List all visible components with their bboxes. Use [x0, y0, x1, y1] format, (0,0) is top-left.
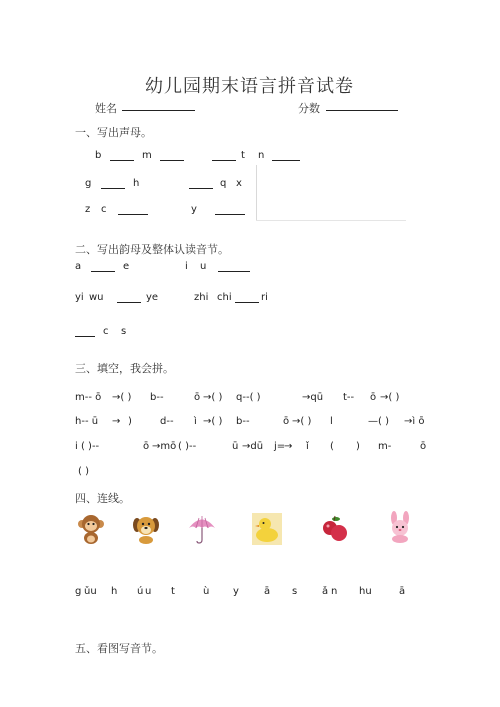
pinyin-label: y	[233, 586, 239, 597]
spell-item: m-	[378, 441, 392, 452]
pinyin-label: ú	[137, 586, 144, 597]
initial-b: b	[95, 150, 102, 161]
section4-heading: 四、连线。	[75, 492, 130, 505]
pinyin-label: n	[331, 586, 338, 597]
spell-item: (	[330, 441, 334, 452]
page-title: 幼儿园期末语言拼音试卷	[145, 76, 354, 97]
umbrella-icon[interactable]	[187, 513, 217, 545]
answer-blank[interactable]	[215, 214, 245, 215]
dog-icon[interactable]	[131, 513, 161, 545]
initial-z: z	[85, 204, 91, 215]
spell-item: →	[284, 441, 293, 452]
spell-item: →( )	[112, 392, 132, 403]
spell-item: i ( )--	[75, 441, 100, 452]
answer-blank[interactable]	[117, 302, 141, 303]
initial-c2: c	[103, 326, 109, 337]
spell-item: ( )--	[178, 441, 197, 452]
final-e: e	[123, 261, 130, 272]
initial-c: c	[101, 204, 107, 215]
answer-blank[interactable]	[189, 188, 213, 189]
page-divider	[256, 220, 406, 221]
spell-item: ( )	[78, 466, 89, 477]
answer-blank[interactable]	[75, 336, 95, 337]
spell-item: q--( )	[236, 392, 261, 403]
pinyin-label: g	[75, 586, 82, 597]
initial-q: q	[220, 178, 227, 189]
pinyin-label: ù	[203, 586, 210, 597]
duck-icon[interactable]	[252, 513, 282, 545]
syllable-wu: wu	[89, 292, 104, 303]
answer-blank[interactable]	[272, 160, 300, 161]
name-blank[interactable]	[122, 110, 195, 111]
score-blank[interactable]	[326, 110, 398, 111]
spell-item: —( )	[368, 416, 389, 427]
initial-y: y	[191, 204, 197, 215]
pinyin-label: s	[292, 586, 298, 597]
syllable-ye: ye	[146, 292, 159, 303]
apple-icon[interactable]	[320, 513, 350, 545]
spell-item: m-- ō	[75, 392, 102, 403]
monkey-icon[interactable]	[76, 513, 106, 545]
final-a: a	[75, 261, 82, 272]
final-i: i	[185, 261, 188, 272]
pinyin-label: hu	[359, 586, 372, 597]
score-label: 分数	[298, 102, 320, 115]
spell-item: ǐ	[306, 441, 309, 452]
initial-n: n	[258, 150, 265, 161]
pinyin-label: ǔu	[84, 586, 97, 597]
answer-blank[interactable]	[160, 160, 184, 161]
spell-item: ū	[232, 441, 239, 452]
initial-x: x	[236, 178, 242, 189]
section3-heading: 三、填空，我会拼。	[75, 362, 174, 375]
pinyin-label: t	[171, 586, 175, 597]
spell-item: →( )	[292, 416, 312, 427]
spell-item: )	[356, 441, 360, 452]
syllable-ri: ri	[261, 292, 268, 303]
spell-item: d--	[160, 416, 174, 427]
spell-item: b--	[150, 392, 164, 403]
initial-t: t	[241, 150, 245, 161]
spell-item: →mō	[152, 441, 177, 452]
syllable-zhi: zhi	[194, 292, 209, 303]
spell-item: →	[112, 416, 121, 427]
spell-item: ō	[283, 416, 290, 427]
initial-g: g	[85, 178, 92, 189]
spell-item: t--	[343, 392, 355, 403]
answer-blank[interactable]	[110, 160, 134, 161]
spell-item: ì	[194, 416, 197, 427]
spell-item: h-- ū	[75, 416, 99, 427]
spell-item: ō	[143, 441, 150, 452]
section5-heading: 五、看图写音节。	[75, 642, 163, 655]
spell-item: j=	[274, 441, 286, 452]
initial-m: m	[142, 150, 152, 161]
spell-item: →( )	[203, 392, 223, 403]
spell-item: l	[330, 416, 333, 427]
answer-blank[interactable]	[218, 271, 250, 272]
spell-item: →( )	[203, 416, 223, 427]
spell-item: →ì ō	[404, 416, 425, 427]
answer-blank[interactable]	[212, 160, 236, 161]
spell-item: →qū	[302, 392, 324, 403]
name-label: 姓名	[95, 102, 117, 115]
pinyin-label: ā	[399, 586, 406, 597]
syllable-yi: yi	[75, 292, 84, 303]
pinyin-label: h	[111, 586, 118, 597]
answer-blank[interactable]	[101, 188, 125, 189]
section2-heading: 二、写出韵母及整体认读音节。	[75, 243, 229, 256]
answer-blank[interactable]	[118, 214, 148, 215]
spell-item: ō	[370, 392, 377, 403]
page-divider	[256, 165, 257, 220]
spell-item: ō	[420, 441, 427, 452]
pinyin-label: u	[145, 586, 152, 597]
spell-item: b--	[236, 416, 250, 427]
spell-item: →dū	[242, 441, 264, 452]
pinyin-label: ǎ	[322, 586, 329, 597]
final-u: u	[200, 261, 207, 272]
spell-item: )	[128, 416, 132, 427]
section1-heading: 一、写出声母。	[75, 126, 152, 139]
answer-blank[interactable]	[235, 302, 259, 303]
initial-h: h	[133, 178, 140, 189]
initial-s: s	[121, 326, 127, 337]
syllable-chi: chi	[217, 292, 232, 303]
spell-item: ō	[194, 392, 201, 403]
pinyin-label: ā	[264, 586, 271, 597]
rabbit-icon[interactable]	[385, 511, 415, 543]
answer-blank[interactable]	[91, 271, 115, 272]
spell-item: →( )	[380, 392, 400, 403]
